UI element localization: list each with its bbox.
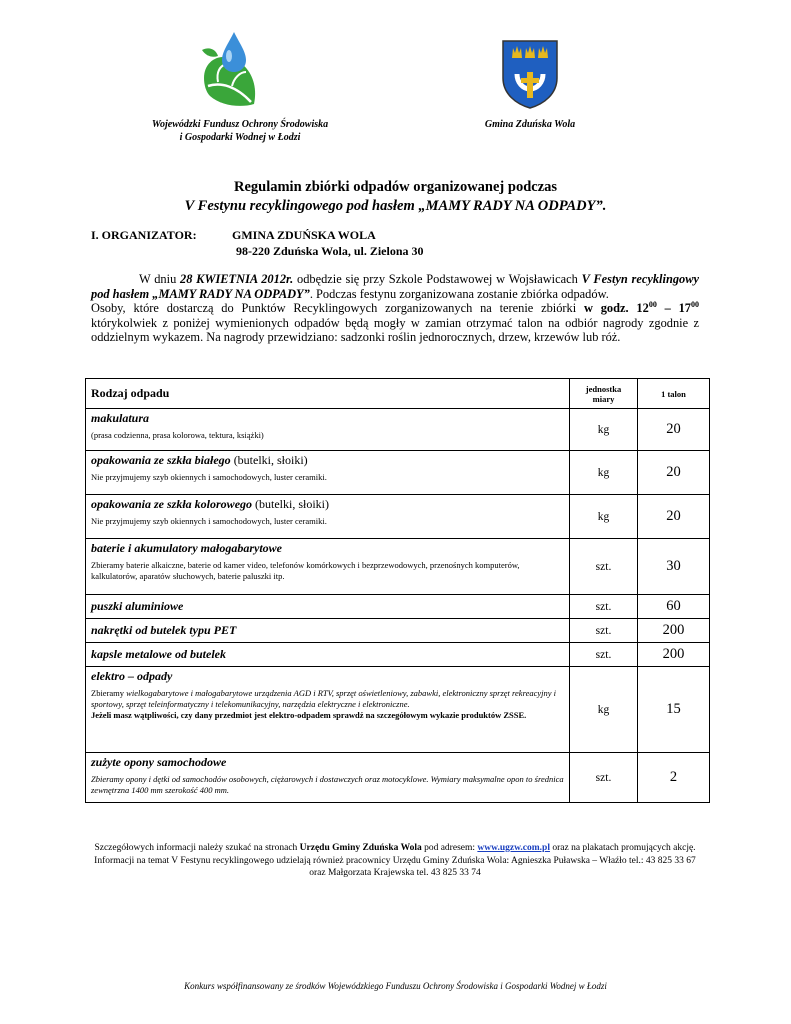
festival-name: V Festyn recyklingowy pod hasłem „MAMY RADY NA ODPADY” xyxy=(91,272,699,301)
waste-description: Zbieramy opony i dętki od samochodów osobowych, ciężarowych i dostawczych oraz motocyklowe. Wymiary maksymalne opon to średnica zewnętrzna 1400 mm szerokość 400 mm. xyxy=(91,774,564,795)
waste-unit: szt. xyxy=(570,643,638,667)
footer-info-b: pod adresem: xyxy=(421,843,478,853)
wfosigw-logo xyxy=(196,30,266,110)
title-line1: Regulamin zbiórki odpadów organizowanej podczas xyxy=(233,179,558,195)
waste-quantity: 15 xyxy=(638,667,710,753)
waste-unit: kg xyxy=(570,409,638,451)
intro-p2-b: którykolwiek z poniżej wymienionych odpadów będą mogły w zamian otrzymać talon na odbiór nagrody zgodnie z oddzielnym wykazem. Na nagrody przewidziano: sadzonki roślin jednorocznych, drzew, krzewów lub róż. xyxy=(91,315,699,344)
wfosigw-caption-line2: i Gospodarki Wodnej w Łodzi xyxy=(179,132,301,143)
waste-description: (prasa codzienna, prasa kolorowa, tektura, książki) xyxy=(91,430,264,440)
waste-name: kapsle metalowe od butelek xyxy=(91,647,226,661)
table-header-row xyxy=(86,379,710,409)
waste-name: elektro – odpady xyxy=(91,669,173,683)
festival-date: 28 KWIETNIA 2012r. xyxy=(180,272,294,286)
collection-hours: w godz. $12^{00} - 17^{00}$ xyxy=(583,299,700,315)
table-row xyxy=(86,753,710,803)
waste-unit: szt. xyxy=(570,619,638,643)
document-title xyxy=(0,178,791,216)
table-row xyxy=(86,495,710,539)
column-header-talon: 1 talon xyxy=(638,379,710,409)
intro-p1-c: . Podczas festynu zorganizowana zostanie zbiórka odpadów. xyxy=(309,286,609,301)
waste-quantity: 20 xyxy=(638,451,710,495)
waste-table xyxy=(85,378,710,803)
waste-warning: Jeżeli masz wątpliwości, czy dany przedmiot jest elektro-odpadem sprawdź na szczegółowym wykazie produktów ZSSE. xyxy=(91,710,527,720)
table-row xyxy=(86,643,710,667)
waste-description: Nie przyjmujemy szyb okiennych i samochodowych, luster ceramiki. xyxy=(91,516,327,526)
footer-info xyxy=(91,842,699,880)
organizer-name: GMINA ZDUŃSKA WOLA xyxy=(232,228,376,242)
wfosigw-caption-line1: Wojewódzki Fundusz Ochrony Środowiska xyxy=(151,119,329,130)
organizer-label: I. ORGANIZATOR: xyxy=(91,228,197,242)
footer-info-c: oraz na plakatach promujących akcję. Informacji na temat V Festynu recyklingowego udzielają również pracownicy Urzędu Gminy Zduńska Wola: Agnieszka Puławska – Właźło tel.: 43 825 33 67 oraz Małgorzata Krajewska tel. 43 825 33 74 xyxy=(94,843,696,878)
waste-unit: szt. xyxy=(570,539,638,595)
waste-description: Zbieramy baterie alkaiczne, baterie od kamer video, telefonów komórkowych i bezprzewodowych, przenośnych komputerów, kalkulatorów, aparatów słuchowych, baterie paluszki itp. xyxy=(91,560,520,581)
waste-quantity: 30 xyxy=(638,539,710,595)
waste-description: Zbieramy wielkogabarytowe i małogabarytowe urządzenia AGD i RTV, sprzęt oświetleniowy, zabawki, elektroniczny sprzęt rekreacyjny i sportowy, sprzęt teleinformatyczny i telekomunikacyjny, narzędzia elektryczne i elektroniczne. xyxy=(91,688,557,709)
wfosigw-caption xyxy=(110,118,370,144)
waste-quantity: 20 xyxy=(638,495,710,539)
waste-description: Nie przyjmujemy szyb okiennych i samochodowych, luster ceramiki. xyxy=(91,472,327,482)
waste-unit: kg xyxy=(570,667,638,753)
waste-name: opakowania ze szkła kolorowego (butelki, słoiki) xyxy=(91,497,330,511)
waste-unit: szt. xyxy=(570,595,638,619)
intro-paragraph-1 xyxy=(91,272,699,301)
title-line2: V Festynu recyklingowego pod hasłem „MAMY RADY NA ODPADY”. xyxy=(184,198,607,214)
waste-name: baterie i akumulatory małogabarytowe xyxy=(91,541,282,555)
waste-quantity: 60 xyxy=(638,595,710,619)
waste-name: puszki aluminiowe xyxy=(91,599,184,613)
waste-name: nakrętki od butelek typu PET xyxy=(91,623,237,637)
waste-name: makulatura xyxy=(91,411,150,425)
waste-name: opakowania ze szkła białego (butelki, słoiki) xyxy=(91,453,308,467)
table-row xyxy=(86,619,710,643)
footer-info-a: Szczegółowych informacji należy szukać na stronach xyxy=(94,843,300,853)
organizer-address: 98-220 Zduńska Wola, ul. Zielona 30 xyxy=(236,244,424,258)
table-row xyxy=(86,409,710,451)
intro-p1-b: odbędzie się przy Szkole Podstawowej w Wojsławicach xyxy=(293,272,582,286)
column-header-type: Rodzaj odpadu xyxy=(86,379,570,409)
waste-quantity: 200 xyxy=(638,619,710,643)
waste-unit: kg xyxy=(570,495,638,539)
table-row xyxy=(86,451,710,495)
table-row xyxy=(86,539,710,595)
website-link[interactable]: www.ugzw.com.pl xyxy=(477,843,550,853)
intro-p2-a: Osoby, które dostarczą do Punktów Recyklingowych zorganizowanych na terenie zbiórki xyxy=(91,301,584,315)
gmina-crest-logo xyxy=(500,38,560,110)
table-row xyxy=(86,595,710,619)
intro-text xyxy=(91,272,699,345)
waste-unit: kg xyxy=(570,451,638,495)
table-row xyxy=(86,667,710,753)
column-header-unit: jednostka miary xyxy=(570,379,638,409)
waste-quantity: 2 xyxy=(638,753,710,803)
intro-paragraph-2 xyxy=(91,301,699,345)
intro-p1-a: W dniu xyxy=(139,272,181,286)
waste-unit: szt. xyxy=(570,753,638,803)
cofinancing-note: Konkurs współfinansowany ze środków Wojewódzkiego Funduszu Ochrony Środowiska i Gospodarki Wodnej w Łodzi xyxy=(184,981,607,991)
waste-name: zużyte opony samochodowe xyxy=(91,755,227,769)
footer-info-org: Urzędu Gminy Zduńska Wola xyxy=(299,843,422,853)
waste-quantity: 200 xyxy=(638,643,710,667)
gmina-caption: Gmina Zduńska Wola xyxy=(484,119,576,130)
waste-quantity: 20 xyxy=(638,409,710,451)
